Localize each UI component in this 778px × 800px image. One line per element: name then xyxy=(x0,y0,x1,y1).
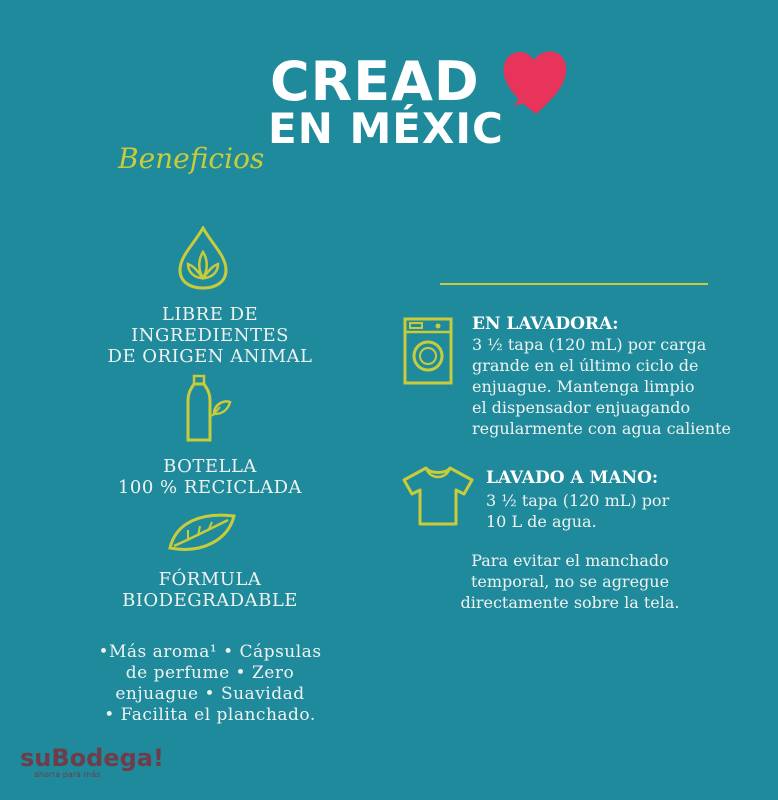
handwash-instructions: 3 ½ tapa (120 mL) por 10 L de agua. xyxy=(486,491,670,531)
benefit-bottle-text: BOTELLA 100 % RECICLADA xyxy=(117,456,303,498)
washing-machine-icon xyxy=(402,316,454,386)
heart-icon xyxy=(500,44,572,120)
benefit-biodegradable-text: FÓRMULA BIODEGRADABLE xyxy=(122,569,298,611)
watermark-tagline: ahorra para más xyxy=(34,770,101,779)
leaf-icon xyxy=(166,510,238,554)
handwash-title: LAVADO A MANO: xyxy=(486,468,659,488)
title-line-1: CREAD xyxy=(270,50,480,113)
benefit-animal-free-text: LIBRE DE INGREDIENTES DE ORIGEN ANIMAL xyxy=(107,304,313,367)
bottle-leaf-icon xyxy=(184,374,232,444)
washer-instructions: 3 ½ tapa (120 mL) por carga grande en el último ciclo de enjuague. Mantenga limpio el dispensador enjuagando regularmente con agua caliente xyxy=(472,335,731,438)
washer-title: EN LAVADORA: xyxy=(472,314,619,334)
staining-note: Para evitar el manchado temporal, no se agregue directamente sobre la tela. xyxy=(460,551,680,612)
benefits-heading: Beneficios xyxy=(118,142,265,175)
lotus-drop-icon xyxy=(172,226,234,290)
title-line-2: EN MÉXIC xyxy=(268,104,504,153)
divider xyxy=(440,283,708,285)
watermark-brand: suBodega! xyxy=(20,744,164,772)
tshirt-icon xyxy=(400,464,476,528)
features-text: •Más aroma¹ • Cápsulas de perfume • Zero enjuague • Suavidad • Facilita el planchado. xyxy=(98,642,322,725)
